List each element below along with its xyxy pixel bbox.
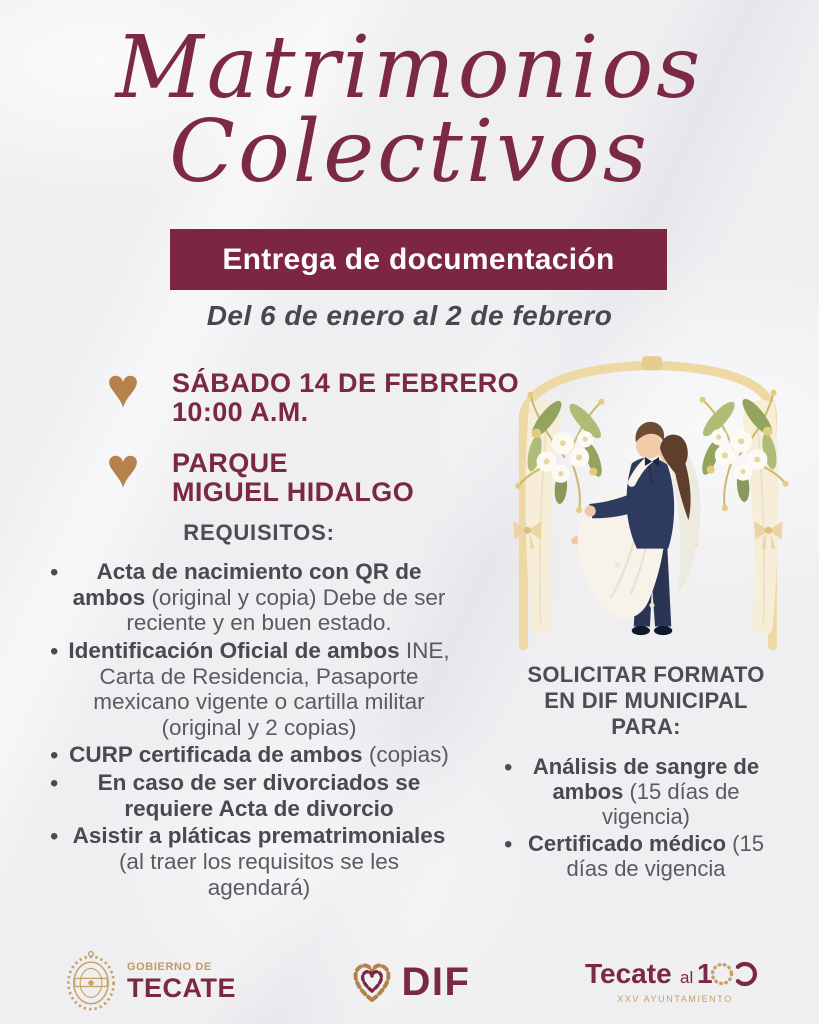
requirement-item bbox=[68, 638, 450, 741]
requirements-section bbox=[40, 520, 478, 902]
dif-section-heading: SOLICITAR FORMATO EN DIF MUNICIPAL PARA: bbox=[527, 662, 765, 739]
requirement-regular: (copias) bbox=[362, 742, 449, 768]
requirement-item bbox=[68, 559, 450, 636]
dif-label: DIF bbox=[401, 959, 471, 1004]
tecate100-zero-dotted-icon bbox=[713, 965, 732, 984]
event-date-row bbox=[98, 366, 519, 427]
tecate100-zero-open-icon bbox=[738, 964, 755, 984]
heart-icon bbox=[98, 446, 148, 491]
wedding-arch-graphic bbox=[490, 350, 814, 654]
heart-icon bbox=[98, 366, 148, 411]
banner-entrega-documentacion bbox=[170, 229, 667, 290]
event-place-line1: PARQUE bbox=[172, 448, 288, 478]
event-date-text bbox=[172, 366, 519, 427]
requirement-regular: (al traer los requisitos se les agendará) bbox=[118, 849, 400, 900]
dif-item-bold: Certificado médico bbox=[528, 831, 727, 857]
date-range-text: Del 6 de enero al 2 de febrero bbox=[206, 300, 613, 331]
banner-label: Entrega de documentación bbox=[222, 242, 615, 276]
footer-logos bbox=[62, 942, 761, 1022]
event-date-line2: 10:00 A.M. bbox=[172, 396, 309, 427]
tecate-al-100-logo bbox=[583, 953, 761, 1011]
xxv-ayuntamiento-label: XXV AYUNTAMIENTO bbox=[617, 994, 733, 1004]
title-line-2: Colectivos bbox=[169, 102, 650, 203]
poster-title bbox=[0, 18, 819, 203]
tecate-al-100-graphic bbox=[583, 953, 761, 1011]
requirement-bold: En caso de ser divorciados se requiere Acta de divorcio bbox=[97, 770, 421, 821]
event-place-text bbox=[172, 446, 414, 507]
requirement-regular: INE, Carta de Residencia, Pasaporte mexicano vigente o cartilla militar (original y 2 copias) bbox=[93, 637, 450, 740]
requirement-bold: Asistir a pláticas prematrimoniales bbox=[72, 823, 446, 849]
requirement-bold: Identificación Oficial de ambos bbox=[68, 637, 400, 663]
requirement-bold: Acta de nacimiento con QR de ambos bbox=[72, 559, 422, 610]
dif-item-bold: Análisis de sangre de ambos bbox=[532, 753, 760, 804]
dif-format-section bbox=[500, 662, 792, 883]
dif-request-item bbox=[516, 831, 776, 881]
requirement-item bbox=[68, 770, 450, 821]
requirements-list bbox=[40, 559, 478, 900]
gobierno-tecate-logo bbox=[62, 949, 236, 1015]
gobierno-de-label: GOBIERNO DE bbox=[127, 961, 212, 973]
tecate100-one: 1 bbox=[697, 958, 713, 989]
tecate-seal-icon bbox=[62, 949, 120, 1015]
wedding-couple-arch-illustration bbox=[490, 350, 814, 654]
dif-request-list bbox=[500, 754, 792, 881]
requirement-item bbox=[68, 823, 450, 900]
tecate100-word: Tecate bbox=[585, 958, 672, 989]
requirements-heading: REQUISITOS: bbox=[183, 520, 335, 545]
dif-logo bbox=[349, 959, 471, 1005]
dif-request-item bbox=[516, 754, 776, 829]
requirement-bold: CURP certificada de ambos bbox=[69, 742, 363, 768]
requirement-item bbox=[68, 742, 450, 768]
dif-item-regular: (15 días de vigencia) bbox=[601, 778, 740, 830]
requirement-regular: (original y copia) Debe de ser reciente y en buen estado. bbox=[126, 584, 446, 636]
tecate-label: TECATE bbox=[127, 973, 236, 1003]
title-line-1: Matrimonios bbox=[115, 18, 704, 118]
event-place-line2: MIGUEL HIDALGO bbox=[172, 476, 415, 507]
dif-heart-icon bbox=[349, 959, 395, 1005]
dif-item-regular: (15 días de vigencia bbox=[566, 831, 764, 882]
tecate100-al: al bbox=[680, 968, 694, 987]
event-place-row bbox=[98, 446, 414, 507]
gobierno-tecate-text bbox=[127, 962, 236, 1002]
event-date-line1: SÁBADO 14 DE FEBRERO bbox=[172, 368, 520, 398]
